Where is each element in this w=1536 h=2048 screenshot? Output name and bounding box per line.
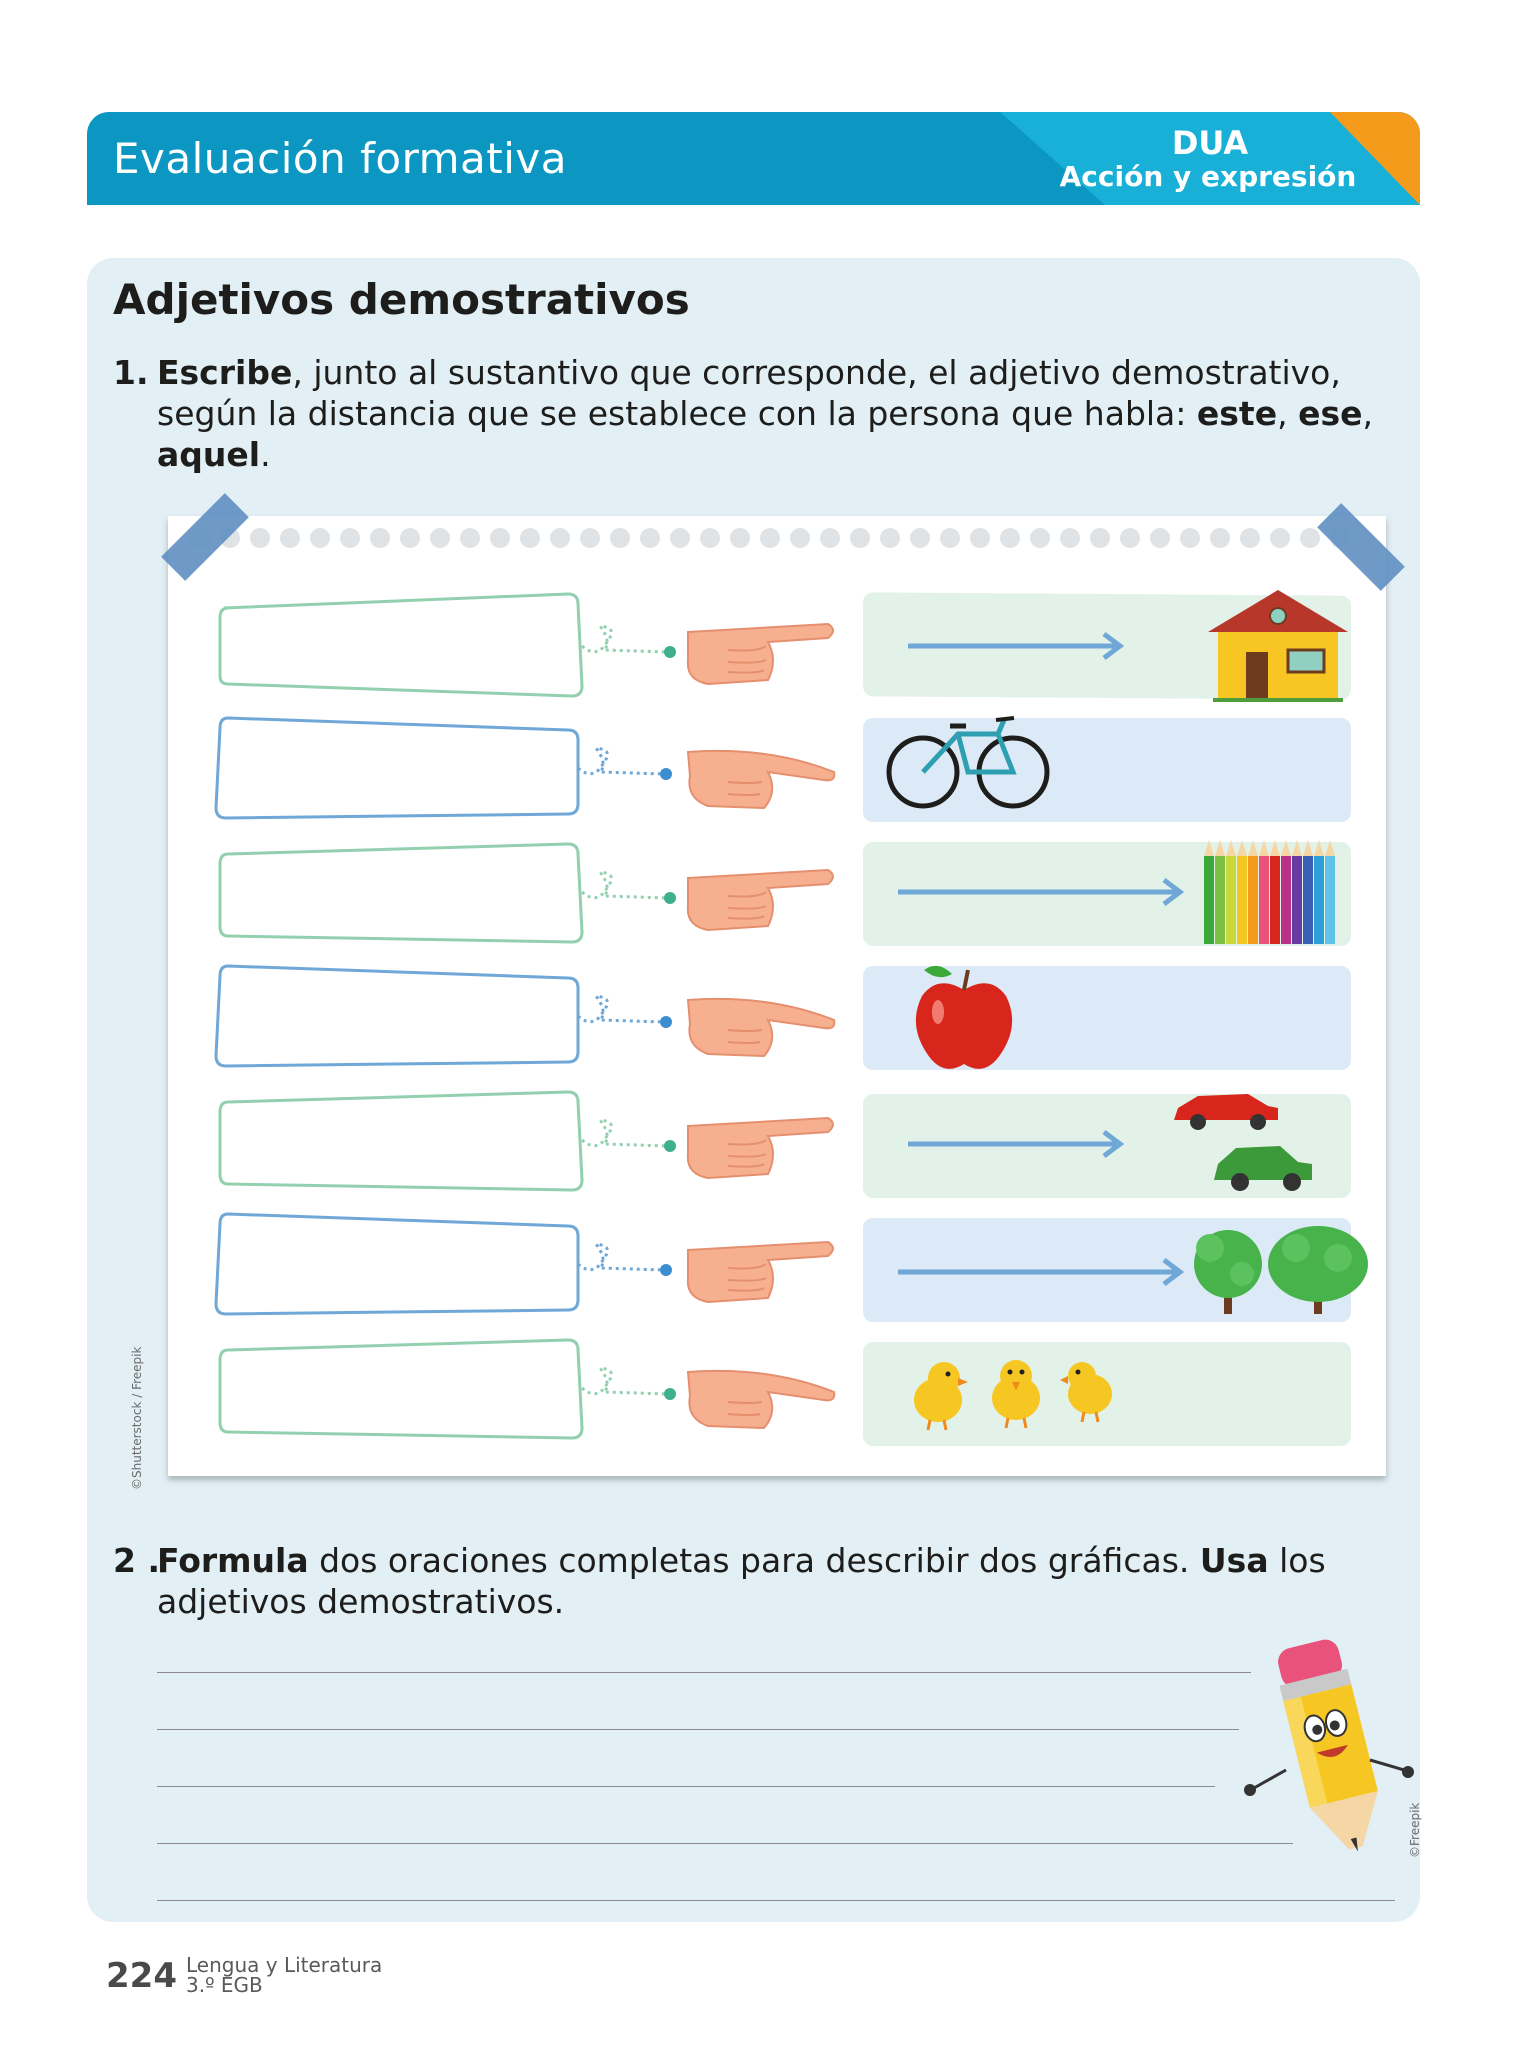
dua-tag [1000,112,1420,205]
pencil-shape [1270,856,1280,944]
binder-hole [1030,528,1050,548]
dua-label: DUA [1171,124,1249,162]
q1-word-ese: ese [1298,394,1363,433]
binder-hole [790,528,810,548]
binder-hole [400,528,420,548]
binder-hole [1120,528,1140,548]
pencil-shape [1314,856,1324,944]
pencil-tip [1248,840,1258,856]
pencil-shape [1292,856,1302,944]
answer-box-group [168,1332,868,1448]
worksheet-row [168,960,1386,1076]
apple-icon [868,960,1368,1076]
binder-hole [490,528,510,548]
binder-hole [1000,528,1020,548]
binder-hole [1240,528,1260,548]
cars-icon [868,1084,1368,1200]
q2-text-b: los adjetivos demostrativos. [157,1541,1326,1621]
writing-line[interactable] [157,1729,1239,1730]
binder-hole [1210,528,1230,548]
question-1-text [157,352,1387,475]
pencil-shape [1215,856,1225,944]
chicks-icon [868,1332,1368,1448]
binder-hole [370,528,390,548]
pencil-tip [1292,840,1302,856]
binder-hole [460,528,480,548]
writing-line[interactable] [157,1900,1395,1901]
pencil-shape [1281,856,1291,944]
binder-hole [1180,528,1200,548]
pencil-tip [1281,840,1291,856]
bicycle-icon [868,712,1368,828]
pencil-tip [1226,840,1236,856]
pencil-tip [1270,840,1280,856]
pencil-tip [1215,840,1225,856]
binder-hole [250,528,270,548]
binder-hole [940,528,960,548]
answer-box[interactable] [220,1340,582,1438]
binder-hole [280,528,300,548]
worksheet-credit: ©Shutterstock / Freepik [130,1346,144,1490]
pencil-shape [1237,856,1247,944]
footer-grade: 3.º EGB [186,1973,263,1997]
answer-box[interactable] [216,966,578,1066]
binder-hole [850,528,870,548]
binder-hole [820,528,840,548]
answer-box[interactable] [216,1214,578,1314]
q1-sep2: , [1362,394,1373,433]
colored-pencils-icon [858,836,1378,952]
pointing-hand-icon [688,999,834,1056]
pencil-tip [1259,840,1269,856]
answer-box-group [168,590,868,706]
binder-hole [430,528,450,548]
q2-verb2: Usa [1199,1541,1269,1580]
pointing-hand-icon [688,1242,833,1302]
worksheet-row [168,1084,1386,1200]
binder-hole [730,528,750,548]
pencil-tip [1204,840,1214,856]
pointing-hand-icon [688,751,834,808]
question-1-number: 1. [113,353,149,392]
binder-hole [910,528,930,548]
binder-hole [1060,528,1080,548]
worksheet-row [168,1208,1386,1324]
binder-hole [1090,528,1110,548]
footer-subject [186,1955,382,1995]
worksheet-row [168,590,1386,706]
question-2-number: 2 . [113,1541,160,1580]
pointing-hand-icon [688,1118,833,1178]
worksheet-row [168,1332,1386,1448]
q1-end: . [260,435,271,474]
binder-hole [670,528,690,548]
answer-box[interactable] [220,1092,582,1190]
binder-hole [550,528,570,548]
answer-box[interactable] [216,718,578,818]
question-2-text [157,1540,1387,1622]
house-icon [868,590,1368,706]
q1-word-este: este [1196,394,1278,433]
binder-hole [700,528,720,548]
worksheet-row [168,712,1386,828]
binder-hole [610,528,630,548]
binder-hole [340,528,360,548]
binder-hole [1150,528,1170,548]
q1-word-aquel: aquel [157,435,261,474]
pencil-tip [1314,840,1324,856]
binder-hole [310,528,330,548]
answer-box-group [168,1208,868,1324]
writing-line[interactable] [157,1672,1251,1673]
binder-hole [880,528,900,548]
binder-holes [190,528,1370,550]
pencil-shape [1226,856,1236,944]
pencil-tip [1325,840,1335,856]
question-2 [113,1540,1373,1630]
binder-hole [970,528,990,548]
footer-subject-name: Lengua y Literatura [186,1953,383,1977]
q1-sep1: , [1277,394,1299,433]
answer-box-group [168,836,868,952]
worksheet-row [168,836,1386,952]
q2-verb: Formula [157,1541,309,1580]
pencil-shape [1259,856,1269,944]
pencil-shape [1303,856,1313,944]
writing-line[interactable] [157,1843,1293,1844]
pencil-mascot-icon [1236,1620,1416,1870]
pencil-tip [1303,840,1313,856]
pointing-hand-icon [688,870,833,930]
section-title: Adjetivos demostrativos [113,275,690,324]
header-banner [87,112,1420,205]
answer-box-group [168,1084,868,1200]
q1-text-a: , junto al sustantivo que corresponde, el adjetivo demostrativo, según la distancia que se establece con la persona que habla: [157,353,1341,433]
binder-hole [1300,528,1320,548]
pencil-tip [1237,840,1247,856]
answer-box[interactable] [220,594,582,696]
binder-hole [760,528,780,548]
banner-title: Evaluación formativa [113,134,567,183]
pencil-credit: ©Freepik [1408,1802,1422,1858]
answer-box-group [168,712,868,828]
pointing-hand-icon [688,624,833,684]
page-number: 224 [106,1956,177,1996]
dua-sublabel: Acción y expresión [1059,160,1357,193]
binder-hole [580,528,600,548]
q2-text-a: dos oraciones completas para describir dos gráficas. [308,1541,1200,1580]
binder-hole [1270,528,1290,548]
binder-hole [520,528,540,548]
trees-icon [858,1208,1378,1324]
answer-box[interactable] [220,844,582,942]
binder-hole [640,528,660,548]
q1-verb: Escribe [157,353,293,392]
pencil-shape [1204,856,1214,944]
writing-line[interactable] [157,1786,1215,1787]
pointing-hand-icon [688,1371,834,1428]
question-1 [113,352,1373,482]
answer-box-group [168,960,868,1076]
pencil-shape [1325,856,1335,944]
pencil-shape [1248,856,1258,944]
